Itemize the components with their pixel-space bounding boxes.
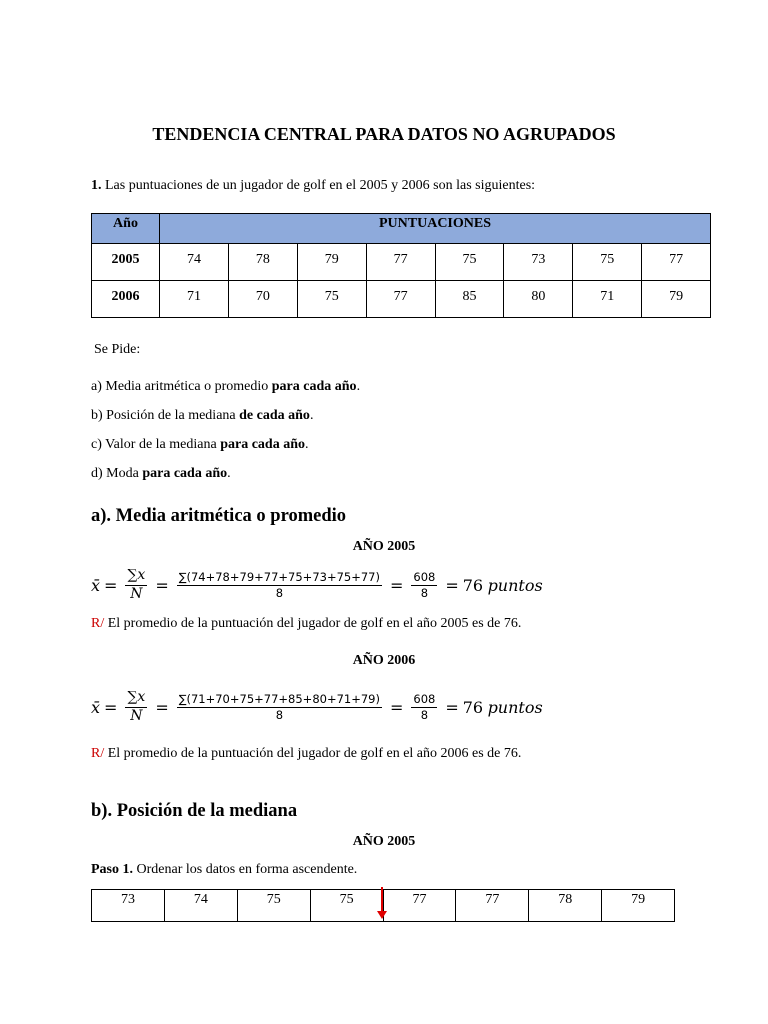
sorted-cell: 79: [602, 890, 675, 922]
year-2005-label-b: AÑO 2005: [352, 834, 416, 849]
question-a: a) Media aritmética o promedio para cada año.: [91, 379, 361, 394]
sorted-cell: 77: [383, 890, 456, 922]
score-cell: 77: [366, 281, 435, 318]
sorted-cell: 75: [237, 890, 310, 922]
score-cell: 71: [160, 281, 229, 318]
question-b: b) Posición de la mediana de cada año.: [91, 408, 314, 423]
section-a-heading: a). Media aritmética o promedio: [91, 506, 346, 526]
table-row: [92, 244, 711, 281]
score-cell: 73: [504, 244, 573, 281]
header-year: Año: [92, 214, 160, 244]
table-header-row: [92, 214, 711, 244]
answer-2006: R/ El promedio de la puntuación del jugador de golf en el año 2006 es de 76.: [91, 746, 522, 761]
question-c: c) Valor de la mediana para cada año.: [91, 437, 309, 452]
se-pide: Se Pide:: [94, 342, 141, 357]
sorted-cell: 78: [529, 890, 602, 922]
table-row: [92, 281, 711, 318]
sorted-cell: 75: [310, 890, 383, 922]
score-cell: 79: [297, 244, 366, 281]
year-2006-label: AÑO 2006: [352, 653, 416, 668]
score-cell: 71: [573, 281, 642, 318]
problem-number: 1.: [91, 178, 102, 193]
answer-2005: R/ El promedio de la puntuación del jugador de golf en el año 2005 es de 76.: [91, 616, 522, 631]
row-year: 2006: [92, 281, 160, 318]
step-1: Paso 1. Ordenar los datos en forma ascendente.: [91, 862, 358, 877]
score-cell: 75: [297, 281, 366, 318]
mean-formula-2006: x̄ = $\frac{\sum x}{N}$ = $\frac{\sum(71+70+75+77+85+80+71+79)}{8}$ = $\frac{608}{8}$ = 76 puntos: [91, 689, 543, 724]
problem-statement: [91, 178, 535, 194]
score-cell: 75: [573, 244, 642, 281]
year-2005-label: AÑO 2005: [352, 539, 416, 554]
sorted-cell: 74: [164, 890, 237, 922]
section-b-heading: b). Posición de la mediana: [91, 801, 298, 821]
sorted-cell: 77: [456, 890, 529, 922]
median-arrowhead-icon: [377, 911, 387, 919]
score-cell: 78: [228, 244, 297, 281]
score-cell: 75: [435, 244, 504, 281]
mean-formula-2005: x̄ = $\frac{\sum x}{N}$ = $\frac{\sum(74+78+79+77+75+73+75+77)}{8}$ = $\frac{608}{8}$ = 76 puntos: [91, 567, 543, 602]
score-cell: 77: [642, 244, 711, 281]
problem-text: Las puntuaciones de un jugador de golf en el 2005 y 2006 son las siguientes:: [101, 178, 536, 193]
header-scores: PUNTUACIONES: [160, 214, 711, 244]
row-year: 2005: [92, 244, 160, 281]
score-cell: 80: [504, 281, 573, 318]
score-cell: 79: [642, 281, 711, 318]
score-cell: 70: [228, 281, 297, 318]
sorted-cell: 73: [92, 890, 165, 922]
score-cell: 74: [160, 244, 229, 281]
score-cell: 77: [366, 244, 435, 281]
scores-table: [91, 213, 711, 318]
median-arrow-icon: [381, 887, 383, 913]
page-title: TENDENCIA CENTRAL PARA DATOS NO AGRUPADOS: [152, 124, 616, 144]
score-cell: 85: [435, 281, 504, 318]
question-d: d) Moda para cada año.: [91, 466, 231, 481]
